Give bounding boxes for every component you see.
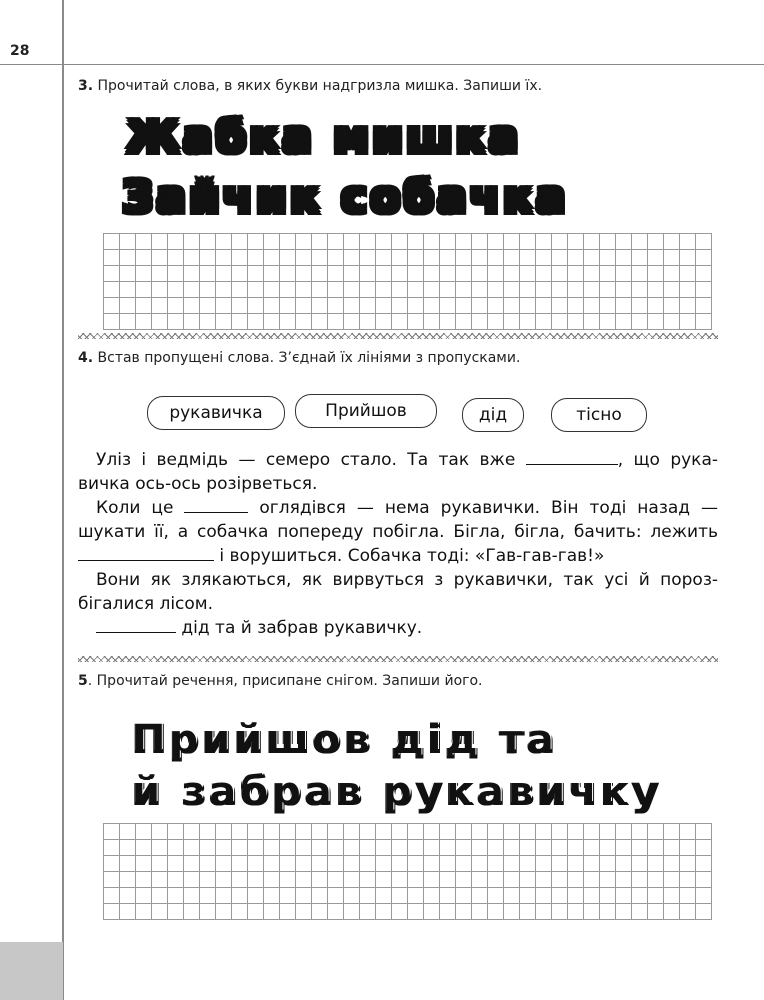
task5-title [78,673,483,689]
task4-instruction: Встав пропущені слова. З’єднай їх лініями з пропусками. [97,350,521,366]
story-text-span: вичка ось-ось розірветься. [78,474,318,494]
task3-fuzzy-words-line1: Жабка мишка [126,112,522,163]
divider-1 [78,333,718,339]
word-option-pryishov[interactable]: Прийшов [295,394,437,428]
task3-number: 3. [78,78,94,94]
story-text-span: дід та й забрав рукавичку. [181,618,423,638]
task3-instruction: Прочитай слова, в яких букви надгризла мишка. Запиши їх. [97,78,543,94]
task4-story-text [78,448,718,640]
task3-writing-grid[interactable] [103,233,712,330]
page-number: 28 [10,43,30,59]
story-text-span: оглядівся — нема рукавички. Він тоді назад — [259,498,719,518]
page-margin-line [62,0,64,1000]
story-paragraph-2 [78,496,718,568]
story-paragraph-3 [78,568,718,616]
task5-snowy-sentence-line2: й забрав рукавичку [132,769,662,815]
task5-number: 5 [78,673,88,689]
story-text-span: Вони як злякаються, як вирвуться з рукавички, так усі й пороз- [96,570,718,590]
page-corner-block [0,942,63,1000]
task3-title [78,78,542,94]
story-text-span: і ворушиться. Собачка тоді: «Гав-гав-гав!» [219,546,605,566]
blank-2[interactable] [184,498,248,513]
story-paragraph-4 [78,616,718,640]
task4-title [78,350,520,366]
word-option-tisno[interactable]: тісно [551,398,647,432]
story-text-span: бігалися лісом. [78,594,214,614]
story-text-span: Уліз і ведмідь — семеро стало. Та так вже [96,450,516,470]
blank-1[interactable] [526,450,618,465]
task5-snowy-sentence-line1: Прийшов дід та [132,717,558,763]
story-paragraph-1 [78,448,718,496]
word-option-rukavychka[interactable]: рукавичка [147,396,285,430]
story-text-span: шукати її, а собачка попереду побігла. Бігла, бігла, бачить: лежить [78,522,718,542]
blank-3[interactable] [78,546,214,561]
story-text-span: , що рука- [617,450,718,470]
blank-4[interactable] [96,618,176,633]
task5-writing-grid[interactable] [103,823,712,920]
task3-fuzzy-words-line2: Зайчик собачка [122,172,569,223]
story-text-span: Коли це [96,498,174,518]
word-option-did[interactable]: дід [462,398,524,432]
task4-number: 4. [78,350,94,366]
divider-2 [78,656,718,662]
task5-instruction: . Прочитай речення, присипане снігом. Запиши його. [87,673,483,689]
page-header-line [0,64,764,65]
